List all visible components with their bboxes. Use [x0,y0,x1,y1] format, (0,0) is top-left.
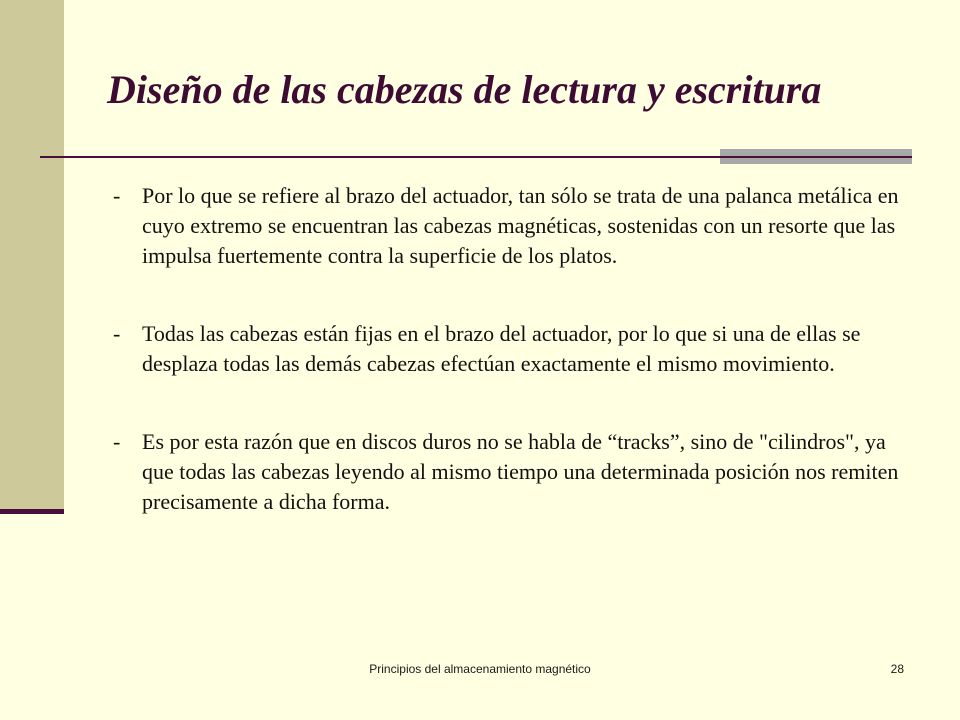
bullet-dash: - [113,321,121,346]
bullet-dash: - [113,429,121,454]
title-underline-accent-line [720,156,912,158]
paragraph [113,181,903,271]
paragraph [113,427,903,517]
bullet-dash: - [113,183,121,208]
paragraph-text: Por lo que se refiere al brazo del actuador, tan sólo se trata de una palanca metálica en cuyo extremo se encuentran las cabezas magnéticas, sostenidas con un resorte que las impulsa fuertemente contra la superficie de los platos. [142,183,899,268]
page-number: 28 [890,662,904,676]
left-decorative-bar [0,0,64,512]
footer-title: Principios del almacenamiento magnético [369,662,591,676]
paragraph-text: Todas las cabezas están fijas en el brazo del actuador, por lo que si una de ellas se desplaza todas las demás cabezas efectúan exactamente el mismo movimiento. [142,321,861,376]
slide-body [113,181,903,517]
left-bar-accent-line [0,509,64,514]
slide-title: Diseño de las cabezas de lectura y escritura [107,67,822,112]
paragraph-text: Es por esta razón que en discos duros no se habla de “tracks”, sino de "cilindros", ya que todas las cabezas leyendo al mismo tiempo una determinada posición nos remiten precisamente a dicha forma. [142,429,899,514]
paragraph [113,319,903,379]
